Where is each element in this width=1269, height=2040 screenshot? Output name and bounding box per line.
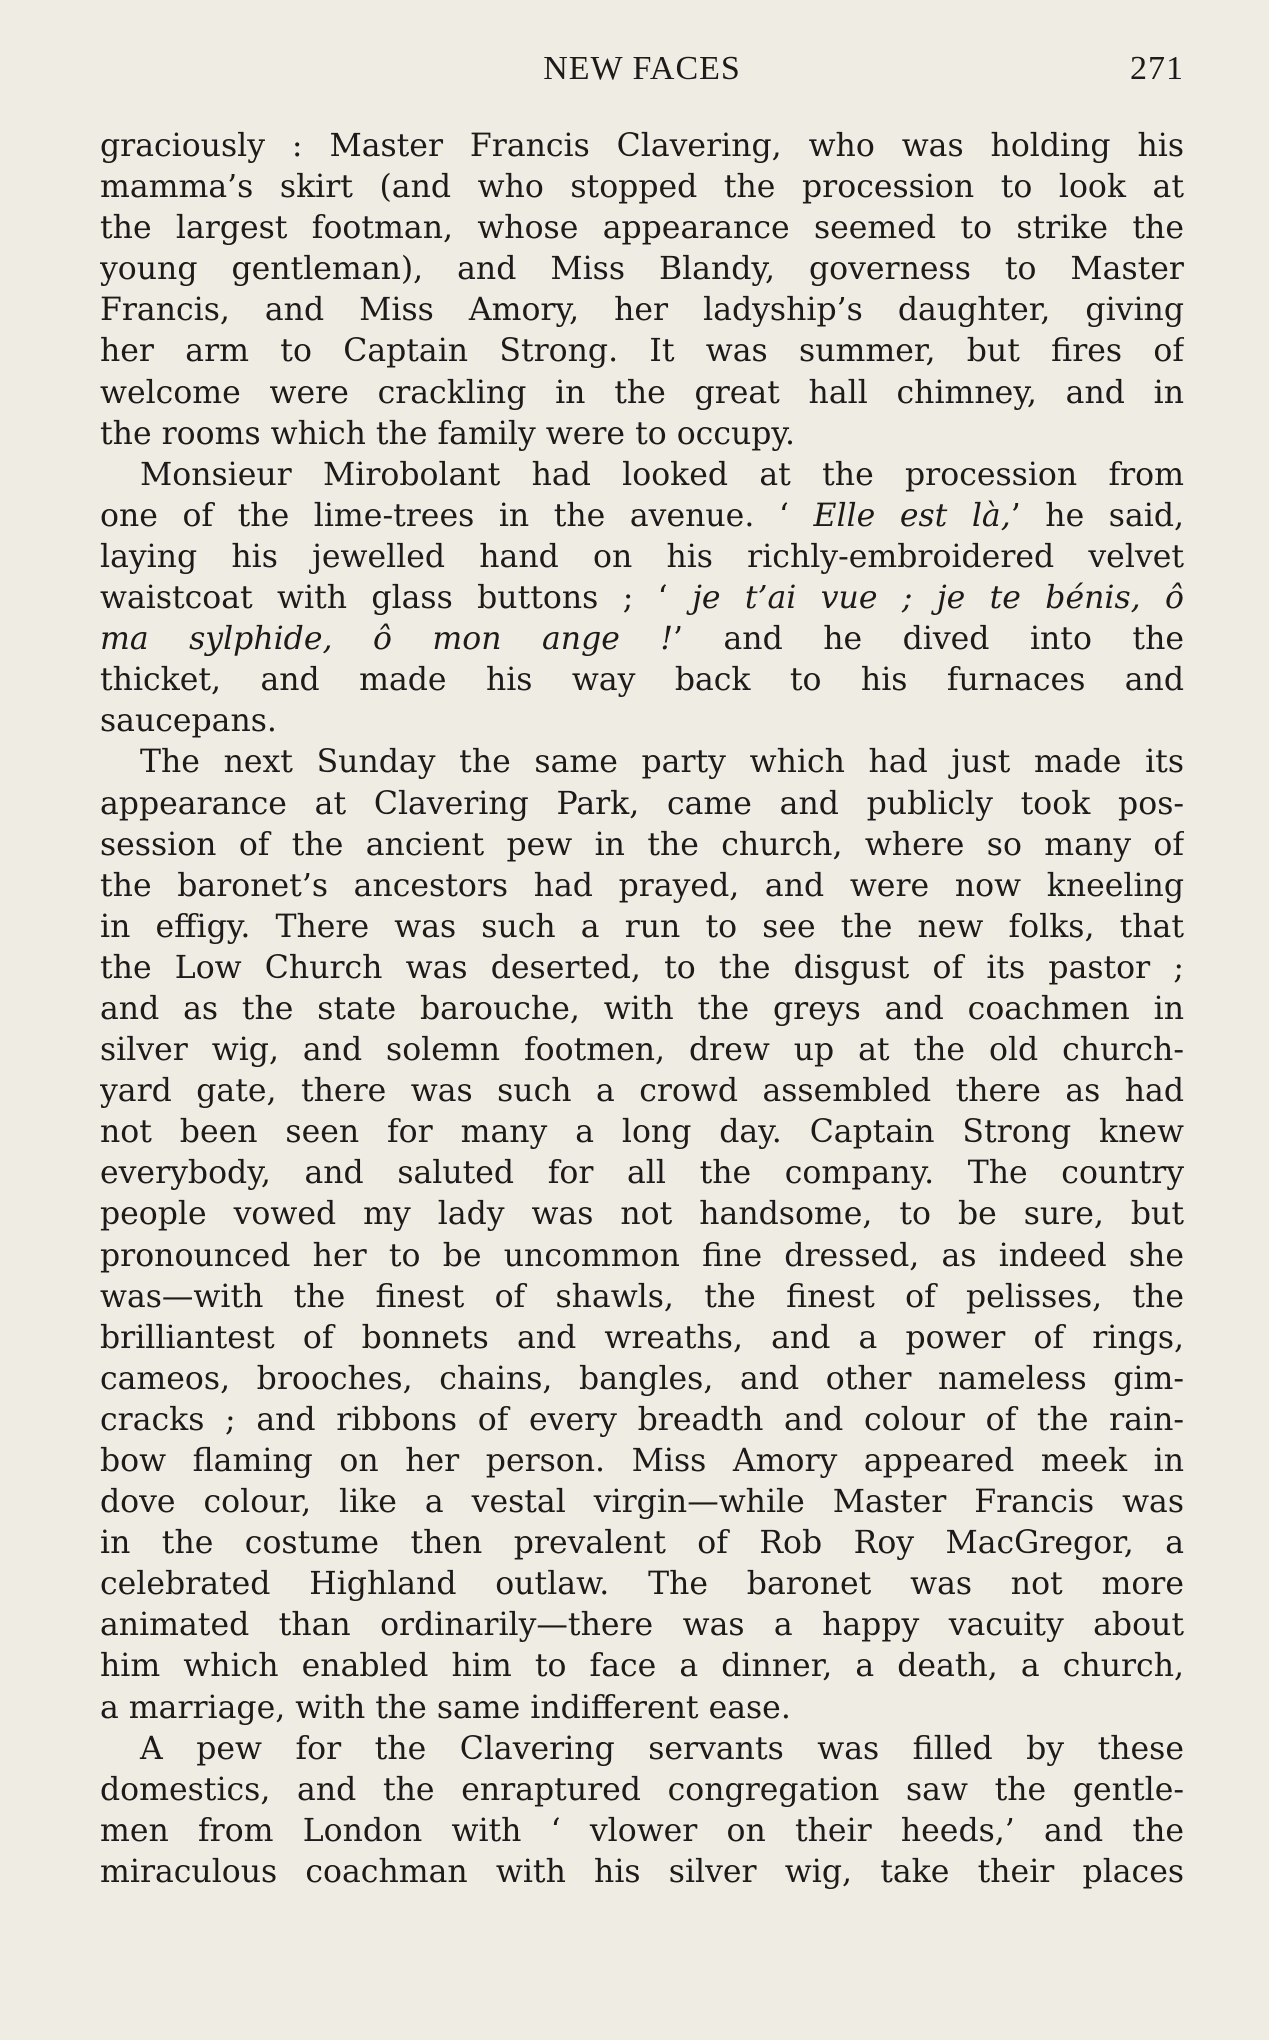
text-line: not been seen for many a long day. Captain Strong knew <box>100 1114 1184 1151</box>
text-line: appearance at Clavering Park, came and publicly took pos- <box>100 785 1184 822</box>
text-line <box>100 496 1184 537</box>
italic-text: je t’ai vue ; je te bénis, ô <box>692 580 1184 617</box>
text-line: and as the state barouche, with the greys and coachmen in <box>100 990 1184 1027</box>
body-text <box>100 126 1184 1893</box>
page-number: 271 <box>1130 50 1184 87</box>
text-segment: waistcoat with glass buttons ; ‘ <box>100 580 693 617</box>
text-line <box>100 455 1184 496</box>
text-line <box>100 701 1184 742</box>
text-line: young gentleman), and Miss Blandy, governess to Master <box>100 251 1184 288</box>
text-line: cameos, brooches, chains, bangles, and other nameless gim- <box>100 1360 1184 1397</box>
text-line: silver wig, and solemn footmen, drew up at the old church- <box>100 1032 1184 1069</box>
text-line: A pew for the Clavering servants was filled by these <box>140 1730 1184 1767</box>
text-line: people vowed my lady was not handsome, to be sure, but <box>100 1196 1184 1233</box>
text-line: the baronet’s ancestors had prayed, and were now kneeling <box>100 867 1184 904</box>
text-line <box>100 537 1184 578</box>
text-line: mamma’s skirt (and who stopped the procession to look at <box>100 169 1184 206</box>
text-line: miraculous coachman with his silver wig, take their places <box>100 1853 1184 1890</box>
text-line: the Low Church was deserted, to the disgust of its pastor ; <box>100 949 1184 986</box>
text-segment: saucepans. <box>100 703 277 740</box>
text-segment: laying his jewelled hand on his richly-embroidered velvet <box>100 538 1184 575</box>
text-segment: thicket, and made his way back to his furnaces and <box>100 662 1184 699</box>
italic-text: ma sylphide, ô mon ange ! <box>100 621 674 658</box>
text-segment: ’ and he dived into the <box>673 621 1184 658</box>
text-line: dove colour, like a vestal virgin—while Master Francis was <box>100 1484 1184 1521</box>
text-line: domestics, and the enraptured congregation saw the gentle- <box>100 1771 1184 1808</box>
text-line: Francis, and Miss Amory, her ladyship’s daughter, giving <box>100 292 1184 329</box>
text-line: the largest footman, whose appearance seemed to strike the <box>100 210 1184 247</box>
running-head <box>100 50 1184 94</box>
text-line: her arm to Captain Strong. It was summer, but fires of <box>100 333 1184 370</box>
text-line: yard gate, there was such a crowd assembled there as had <box>100 1073 1184 1110</box>
text-line: bow flaming on her person. Miss Amory appeared meek in <box>100 1443 1184 1479</box>
text-line: pronounced her to be uncommon fine dressed, as indeed she <box>100 1237 1184 1274</box>
text-line: brilliantest of bonnets and wreaths, and a power of rings, <box>100 1319 1184 1356</box>
text-line <box>100 578 1184 619</box>
text-line: session of the ancient pew in the church, where so many of <box>100 826 1184 863</box>
text-line: was—with the finest of shawls, the finest of pelisses, the <box>100 1278 1184 1315</box>
text-line: men from London with ‘ vlower on their heeds,’ and the <box>100 1812 1184 1849</box>
text-line: cracks ; and ribbons of every breadth and colour of the rain- <box>100 1401 1184 1438</box>
text-line: everybody, and saluted for all the company. The country <box>100 1155 1184 1192</box>
running-head-title: NEW FACES <box>543 50 741 87</box>
text-segment: Monsieur Mirobolant had looked at the procession from <box>140 456 1184 493</box>
text-segment: ’ he said, <box>1010 497 1184 534</box>
text-line: animated than ordinarily—there was a happy vacuity about <box>100 1607 1184 1644</box>
text-line: celebrated Highland outlaw. The baronet was not more <box>100 1566 1184 1603</box>
text-line: welcome were crackling in the great hall chimney, and in <box>100 374 1184 411</box>
text-line: The next Sunday the same party which had just made its <box>140 744 1184 781</box>
text-line: him which enabled him to face a dinner, a death, a church, <box>100 1648 1184 1685</box>
text-segment: one of the lime-trees in the avenue. ‘ <box>100 497 814 534</box>
text-line: the rooms which the family were to occupy. <box>100 415 796 452</box>
text-line: a marriage, with the same indifferent ease. <box>100 1689 791 1726</box>
italic-text: Elle est là, <box>813 497 1011 534</box>
text-line <box>100 619 1184 660</box>
text-line: in the costume then prevalent of Rob Roy MacGregor, a <box>100 1525 1184 1562</box>
text-line: in effigy. There was such a run to see the new folks, that <box>100 908 1184 945</box>
text-line <box>100 660 1184 701</box>
text-line: graciously : Master Francis Clavering, who was holding his <box>100 128 1184 164</box>
